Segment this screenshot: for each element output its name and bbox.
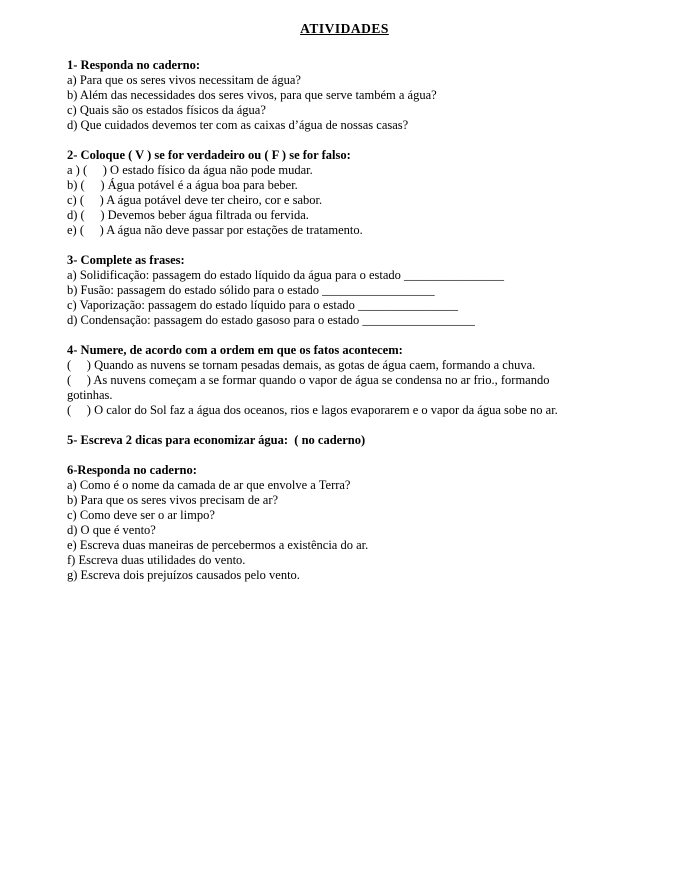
document-content — [67, 58, 575, 583]
question-line: c) Quais são os estados físicos da água? — [67, 103, 266, 117]
question-line: d) O que é vento? — [67, 523, 156, 537]
section-2-heading: 2- Coloque ( V ) se for verdadeiro ou ( F ) se for falso: — [67, 148, 351, 162]
section-3-heading: 3- Complete as frases: — [67, 253, 185, 267]
true-false-item: e) ( ) A água não deve passar por estações de tratamento. — [67, 223, 363, 237]
section-3-complete-as-frases — [67, 253, 575, 328]
section-5-heading: 5- Escreva 2 dicas para economizar água: ( no caderno) — [67, 433, 366, 447]
question-line: f) Escreva duas utilidades do vento. — [67, 553, 246, 567]
true-false-item: a ) ( ) O estado físico da água não pode mudar. — [67, 163, 313, 177]
section-6-heading: 6-Responda no caderno: — [67, 463, 197, 477]
section-2-verdadeiro-ou-falso — [67, 148, 575, 238]
fill-blank-line: a) Solidificação: passagem do estado líquido da água para o estado ________________ — [67, 268, 505, 282]
question-line: g) Escreva dois prejuízos causados pelo vento. — [67, 568, 300, 582]
ordering-item: ( ) Quando as nuvens se tornam pesadas demais, as gotas de água caem, formando a chuva. — [67, 358, 536, 372]
ordering-item: ( ) O calor do Sol faz a água dos oceanos, rios e lagos evaporarem e o vapor da água sobe no ar. — [67, 403, 558, 417]
section-1-heading: 1- Responda no caderno: — [67, 58, 200, 72]
fill-blank-line: c) Vaporização: passagem do estado líquido para o estado ________________ — [67, 298, 458, 312]
true-false-item: c) ( ) A água potável deve ter cheiro, cor e sabor. — [67, 193, 323, 207]
question-line: a) Como é o nome da camada de ar que envolve a Terra? — [67, 478, 351, 492]
question-line: c) Como deve ser o ar limpo? — [67, 508, 215, 522]
section-4-numere-ordem — [67, 343, 575, 418]
question-line: a) Para que os seres vivos necessitam de água? — [67, 73, 301, 87]
section-1-responda-no-caderno — [67, 58, 575, 133]
fill-blank-line: b) Fusão: passagem do estado sólido para o estado __________________ — [67, 283, 435, 297]
true-false-item: b) ( ) Água potável é a água boa para beber. — [67, 178, 298, 192]
question-line: b) Para que os seres vivos precisam de ar? — [67, 493, 279, 507]
question-line: d) Que cuidados devemos ter com as caixas d’água de nossas casas? — [67, 118, 409, 132]
question-line: e) Escreva duas maneiras de percebermos a existência do ar. — [67, 538, 369, 552]
true-false-item: d) ( ) Devemos beber água filtrada ou fervida. — [67, 208, 309, 222]
ordering-item: ( ) As nuvens começam a se formar quando o vapor de água se condensa no ar frio., formando gotinhas. — [67, 373, 553, 402]
section-4-heading: 4- Numere, de acordo com a ordem em que os fatos acontecem: — [67, 343, 403, 357]
document-title: ATIVIDADES — [300, 21, 389, 36]
section-5-dicas-economizar-agua — [67, 433, 575, 448]
question-line: b) Além das necessidades dos seres vivos, para que serve também a água? — [67, 88, 437, 102]
fill-blank-line: d) Condensação: passagem do estado gasoso para o estado __________________ — [67, 313, 475, 327]
section-6-responda-no-caderno — [67, 463, 575, 583]
